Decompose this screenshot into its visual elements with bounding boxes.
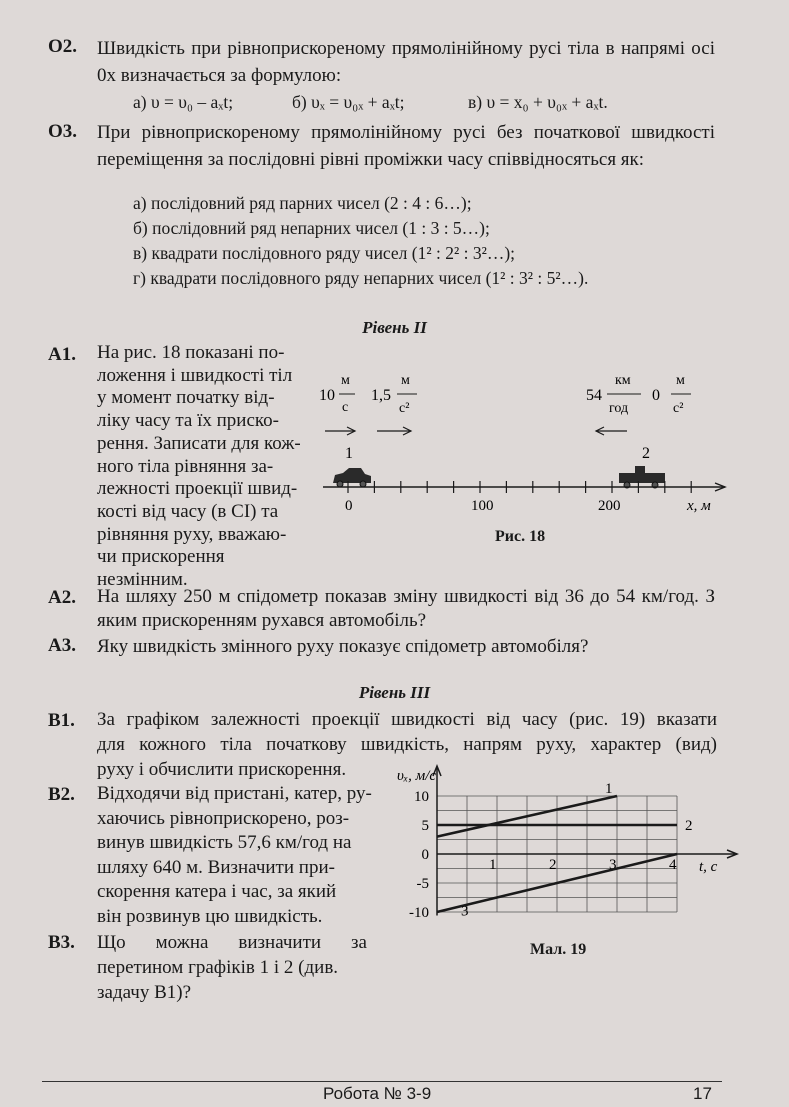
b2-line: він розвинув цю швидкість. xyxy=(97,905,323,927)
footer-work-number: Робота № 3-9 xyxy=(323,1084,432,1103)
question-text-o2: Швидкість при рівноприскореному прямолінійному русі тіла в напрямі осі 0x визначається за формулою: xyxy=(97,38,715,86)
b3-line: перетином графіків 1 і 2 (див. xyxy=(97,957,339,978)
y-tick-label: 5 xyxy=(421,818,429,834)
b1-line: руху і обчислити прискорення. xyxy=(97,759,347,780)
v2-value: 54 xyxy=(586,387,602,404)
level-heading-2: Рівень II xyxy=(362,318,427,337)
body-1-label: 1 xyxy=(345,445,353,462)
o2-option-c: в) υ = x₀ + υ₀ₓ + aₓt. xyxy=(468,92,608,112)
y-tick-label: 10 xyxy=(414,789,429,805)
a1-unit-bottom: с² xyxy=(399,401,410,416)
a1-unit-top: м xyxy=(401,373,410,388)
a1-line: На рис. 18 показані по- xyxy=(97,342,285,363)
o3-option-a: а) послідовний ряд парних чисел (2 : 4 : 6…); xyxy=(133,193,472,213)
tick-label-0: 0 xyxy=(345,498,353,514)
o3-option-b: б) послідовний ряд непарних чисел (1 : 3 : 5…); xyxy=(133,218,490,238)
question-number-b2: В2. xyxy=(48,784,75,805)
x-tick-label: 3 xyxy=(609,857,617,873)
x-axis-label: t, с xyxy=(699,859,718,875)
b1-line: За графіком залежності проекції швидкості від часу (рис. 19) вказати xyxy=(97,709,717,730)
a2-unit-top: м xyxy=(676,373,685,388)
a1-line: у момент початку від- xyxy=(97,387,275,409)
a1-line: ложення і швидкості тіл xyxy=(97,364,293,386)
v1-value: 10 xyxy=(319,387,335,404)
a1-value: 1,5 xyxy=(371,387,391,404)
question-text-b3 xyxy=(97,930,367,1005)
o2-option-a: а) υ = υ₀ – aₓt; xyxy=(133,92,234,112)
footer-rule xyxy=(42,1081,722,1082)
v1-unit-top: м xyxy=(341,373,350,388)
question-text-a1 xyxy=(97,342,312,592)
a2-value: 0 xyxy=(652,387,660,404)
a1-line: рення. Записати для кож- xyxy=(97,432,301,454)
b2-line: хаючись рівноприскорено, роз- xyxy=(97,807,350,829)
question-number-o3: О3. xyxy=(48,121,78,142)
a1-line: кості від часу (в СІ) та xyxy=(97,500,279,522)
series-2-label: 2 xyxy=(685,818,693,834)
question-text-b2 xyxy=(97,782,383,929)
y-tick-label: -5 xyxy=(416,876,429,892)
b1-line: для кожного тіла початкову швидкість, напрям руху, характер (вид) xyxy=(97,734,717,755)
v2-unit-bottom: год xyxy=(609,401,629,416)
x-tick-label: 2 xyxy=(549,857,557,873)
o3-option-c: в) квадрати послідовного ряду чисел (1² : 2² : 3²…); xyxy=(133,243,516,263)
question-text-a3: Яку швидкість змінного руху показує спідометр автомобіля? xyxy=(97,636,589,657)
figure-18-caption: Рис. 18 xyxy=(495,528,546,545)
figure-18 xyxy=(315,355,735,555)
b2-line: шляху 640 м. Визначити при- xyxy=(97,856,335,878)
v2-unit-top: км xyxy=(615,373,631,388)
series-3-label: 3 xyxy=(461,903,469,920)
o2-option-b: б) υₓ = υ₀ₓ + aₓt; xyxy=(292,92,405,112)
b2-line: скорення катера і час, за який xyxy=(97,881,337,902)
y-tick-label: 0 xyxy=(421,847,429,863)
a1-line: рівняння руху, вважаю- xyxy=(97,523,287,545)
a1-line: ліку часу та їх приско- xyxy=(97,410,280,432)
o3-option-d: г) квадрати послідовного ряду непарних чисел (1² : 3² : 5²…). xyxy=(133,268,589,288)
x-tick-label: 4 xyxy=(669,857,677,873)
x-tick-label: 1 xyxy=(489,857,497,873)
a1-line: лежності проекції швид- xyxy=(97,478,298,500)
page-number: 17 xyxy=(693,1084,712,1103)
x-axis-label: x, м xyxy=(687,498,711,514)
car-1-icon xyxy=(333,468,371,487)
y-tick-label: -10 xyxy=(409,905,429,921)
v1-unit-bottom: с xyxy=(342,400,349,415)
question-text-a2: На шляху 250 м спідометр показав зміну швидкості від 36 до 54 км/год. З яким прискоренням рухався автомобіль? xyxy=(97,586,715,631)
question-number-a2: А2. xyxy=(48,587,76,608)
b3-line: задачу В1)? xyxy=(97,982,192,1003)
question-number-a1: А1. xyxy=(48,344,76,365)
figure-19-chart xyxy=(385,762,755,932)
tick-label-100: 100 xyxy=(471,498,494,514)
question-number-b3: В3. xyxy=(48,932,75,953)
a1-line: чи прискорення незмінним. xyxy=(97,546,225,591)
y-axis-label: υₓ, м/с xyxy=(397,768,437,784)
a2-unit-bottom: с² xyxy=(673,401,684,416)
b2-line: Відходячи від пристані, катер, ру- xyxy=(97,783,372,804)
series-1-label: 1 xyxy=(605,781,613,797)
question-number-a3: А3. xyxy=(48,635,76,656)
question-number-o2: О2. xyxy=(48,36,78,57)
truck-2-icon xyxy=(619,466,665,488)
b2-line: винув швидкість 57,6 км/год на xyxy=(97,832,352,853)
a1-line: ного тіла рівняння за- xyxy=(97,455,274,477)
tick-label-200: 200 xyxy=(598,498,621,514)
question-number-b1: В1. xyxy=(48,710,75,731)
b3-line: Що можна визначити за xyxy=(97,932,367,953)
figure-19-caption: Мал. 19 xyxy=(530,941,587,958)
question-text-o3: При рівноприскореному прямолінійному русі без початкової швидкості переміщення за послідовні рівні проміжки часу співвідносяться як: xyxy=(97,122,715,170)
body-2-label: 2 xyxy=(642,445,650,462)
level-heading-3: Рівень III xyxy=(358,683,431,702)
